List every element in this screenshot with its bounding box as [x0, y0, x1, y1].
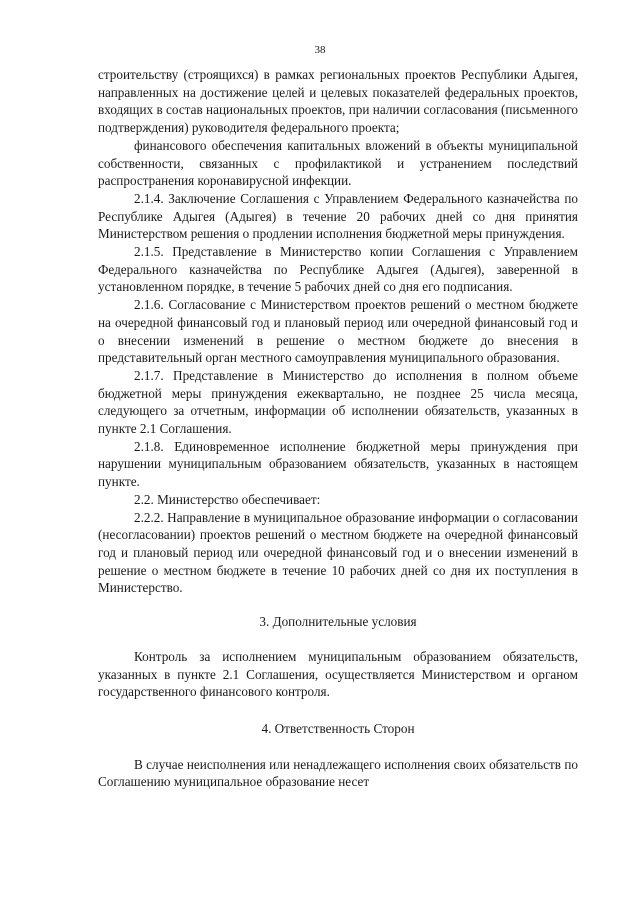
paragraph-2-2-2: 2.2.2. Направление в муниципальное образование информации о согласовании (несогласовании) проектов решений о местном бюджете на очередной финансовый год и плановый период или очередной финансовый год и о внесении изменений в решение о местном бюджете в течение 10 рабочих дней со дня их поступления в Министерство.	[98, 509, 578, 596]
page-number: 38	[314, 44, 326, 56]
paragraph-section-4: В случае неисполнения или ненадлежащего исполнения своих обязательств по Соглашению муниципальное образование несет	[98, 756, 578, 790]
paragraph-section-3: Контроль за исполнением муниципальным образованием обязательств, указанных в пункте 2.1 Соглашения, осуществляется Министерством и органом государственного финансового контроля.	[98, 648, 578, 700]
spacer	[98, 597, 578, 613]
paragraph-2-1-4: 2.1.4. Заключение Соглашения с Управлением Федерального казначейства по Республике Адыгея (Адыгея) в течение 20 рабочих дней со дня принятия Министерством решения о продлении исполнения бюджетной меры принуждения.	[98, 190, 578, 242]
spacer	[98, 631, 578, 648]
paragraph-2-1-5: 2.1.5. Представление в Министерство копии Соглашения с Управлением Федерального казначейства по Республике Адыгея (Адыгея), заверенной в установленном порядке, в течение 5 рабочих дней со дня его подписания.	[98, 244, 578, 295]
paragraph: финансового обеспечения капитальных вложений в объекты муниципальной собственности, связанных с профилактикой и устранением последствий распространения коронавирусной инфекции.	[98, 137, 578, 189]
document-body	[98, 66, 578, 791]
paragraph-2-1-7: 2.1.7. Представление в Министерство до исполнения в полном объеме бюджетной меры принуждения ежеквартально, не позднее 25 числа месяца, следующего за отчетным, информации об исполнении обязательств, указанных в пункте 2.1 Соглашения.	[98, 367, 578, 437]
paragraph-2-2: 2.2. Министерство обеспечивает:	[134, 491, 321, 507]
section-heading-3: 3. Дополнительные условия	[259, 614, 417, 630]
spacer	[98, 701, 578, 720]
spacer	[98, 738, 578, 756]
paragraph: строительству (строящихся) в рамках региональных проектов Республики Адыгея, направленных на достижение целей и целевых показателей федеральных проектов, входящих в состав национальных проектов, при наличии согласования (письменного подтверждения) руководителя федерального проекта;	[98, 67, 578, 136]
paragraph-2-1-6: 2.1.6. Согласование с Министерством проектов решений о местном бюджете на очередной финансовый год и плановый период или очередной финансовый год и о внесении изменений в решение о местном бюджете до внесения в представительный орган местного самоуправления муниципального образования.	[98, 297, 578, 366]
section-heading-4: 4. Ответственность Сторон	[261, 720, 415, 736]
paragraph-2-1-8: 2.1.8. Единовременное исполнение бюджетной меры принуждения при нарушении муниципальным образованием обязательств, указанных в настоящем пункте.	[98, 438, 578, 490]
